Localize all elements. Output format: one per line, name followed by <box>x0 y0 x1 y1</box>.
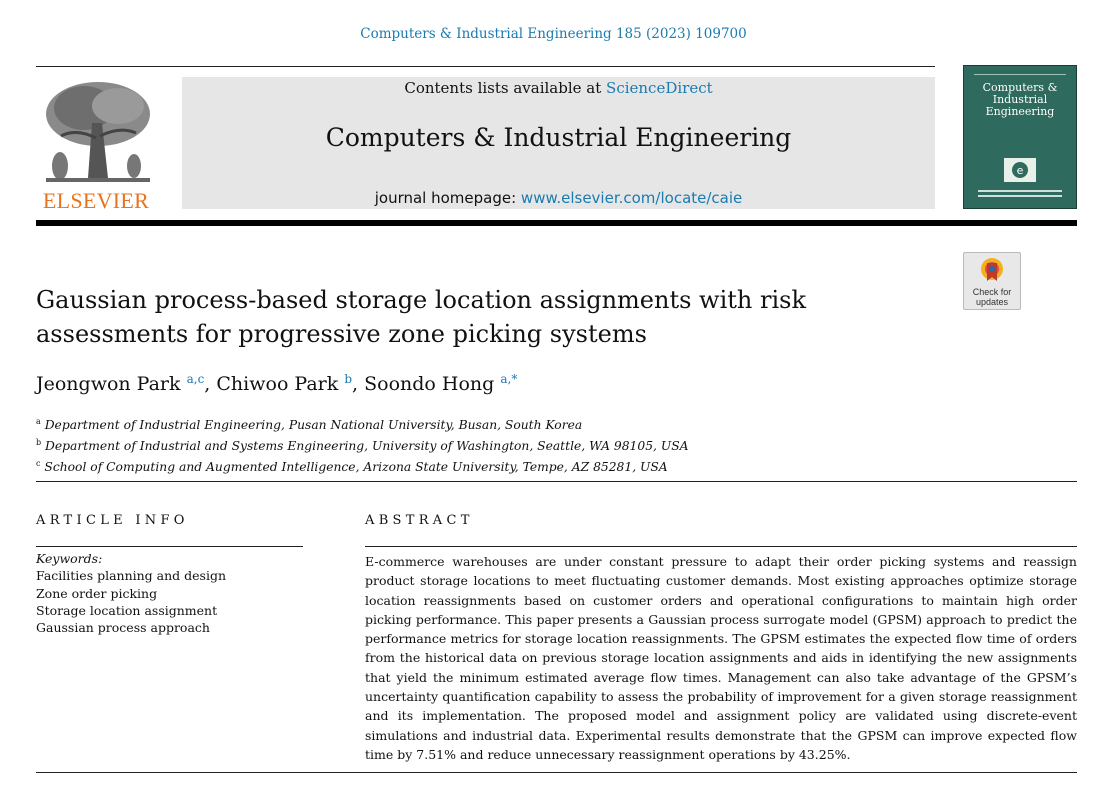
sciencedirect-link[interactable]: ScienceDirect <box>606 79 713 97</box>
elsevier-wordmark: ELSEVIER <box>42 188 150 213</box>
keyword-item: Gaussian process approach <box>36 620 210 636</box>
affiliation-label: b <box>36 438 42 447</box>
journal-cover-thumbnail[interactable] <box>963 65 1077 209</box>
homepage-line <box>182 189 935 207</box>
cover-text-lines <box>978 190 1062 192</box>
check-updates-label <box>964 287 1020 307</box>
affiliation-item <box>36 413 836 434</box>
contents-line <box>182 79 935 97</box>
affiliation-label: c <box>36 459 41 468</box>
affiliation-label: a <box>36 417 41 426</box>
affiliation-item <box>36 434 836 455</box>
journal-citation[interactable]: Computers & Industrial Engineering 185 (2023) 109700 <box>360 26 747 42</box>
article-info-divider <box>36 546 303 547</box>
keyword-item: Zone order picking <box>36 585 158 601</box>
keywords-section <box>36 550 303 636</box>
author-affiliation-marker[interactable]: a,* <box>500 372 518 386</box>
author-list <box>36 372 736 395</box>
elsevier-tree-icon <box>36 78 156 188</box>
affiliation-list <box>36 413 836 476</box>
homepage-prefix: journal homepage: <box>374 189 521 207</box>
author-affiliation-marker[interactable]: b <box>344 372 353 386</box>
svg-text:e: e <box>1016 164 1024 177</box>
keyword-item: Facilities planning and design <box>36 568 226 584</box>
abstract-divider <box>365 546 1077 547</box>
divider-bottom <box>36 772 1077 773</box>
affiliation-text: Department of Industrial and Systems Engineering, University of Washington, Seattle, WA 98105, USA <box>45 439 689 453</box>
author-name[interactable]: Jeongwon Park <box>36 373 181 395</box>
check-updates-icon <box>980 257 1004 285</box>
divider-thick <box>36 220 1077 226</box>
article-info-heading: ARTICLE INFO <box>36 513 189 528</box>
affiliation-text: Department of Industrial Engineering, Pusan National University, Busan, South Korea <box>44 418 583 432</box>
check-for-updates-button[interactable] <box>963 252 1021 310</box>
homepage-link[interactable]: www.elsevier.com/locate/caie <box>520 189 743 207</box>
contents-prefix: Contents lists available at <box>404 79 607 97</box>
cover-text-lines <box>978 195 1062 197</box>
affiliation-item <box>36 455 836 476</box>
cover-rule <box>974 74 1066 75</box>
cover-title: Computers & Industrial Engineering <box>982 81 1058 118</box>
abstract-body: E-commerce warehouses are under constant pressure to adapt their order picking systems and reassign product storage locations to meet fluctuating customer demands. Most existing approaches optimize storage location reassignments based on customer orders and operational configurations to maintain high order picking performance. This paper presents a Gaussian process surrogate model (GPSM) approach to predict the performance metrics for storage location reassignments. The GPSM estimates the expected flow time of orders from the historical data on previous storage location assignments and aids in identifying the new assignments that yield the minimum estimated average flow times. Management can also take advantage of the GPSM’s uncertainty quantification capability to assess the probability of improvement for a given storage reassignment and its implementation. The proposed model and assignment policy are validated using discrete-event simulations and industrial data. Experimental results demonstrate that the GPSM can improve expected flow time by 7.51% and reduce unnecessary reassignment operations by 43.25%. <box>365 554 1077 762</box>
author-name[interactable]: Chiwoo Park <box>216 373 339 395</box>
author-separator: , <box>352 373 365 395</box>
journal-banner <box>182 77 935 209</box>
author-affiliation-marker[interactable]: a,c <box>186 372 205 386</box>
keyword-item: Storage location assignment <box>36 602 218 618</box>
check-updates-line2: updates <box>975 297 1009 307</box>
affiliation-text: School of Computing and Augmented Intelligence, Arizona State University, Tempe, AZ 85281, USA <box>44 460 668 474</box>
author-separator: , <box>204 373 217 395</box>
author-name[interactable]: Soondo Hong <box>364 373 495 395</box>
article-title: Gaussian process-based storage location assignments with risk assessments for progressive zone picking systems <box>36 286 807 348</box>
abstract-heading: ABSTRACT <box>365 513 474 528</box>
journal-name: Computers & Industrial Engineering <box>325 123 792 152</box>
keywords-label: Keywords: <box>36 551 103 566</box>
cover-emblem-icon <box>1004 158 1036 182</box>
divider-top <box>36 66 935 67</box>
divider-mid <box>36 481 1077 482</box>
check-updates-line1: Check for <box>972 287 1012 297</box>
